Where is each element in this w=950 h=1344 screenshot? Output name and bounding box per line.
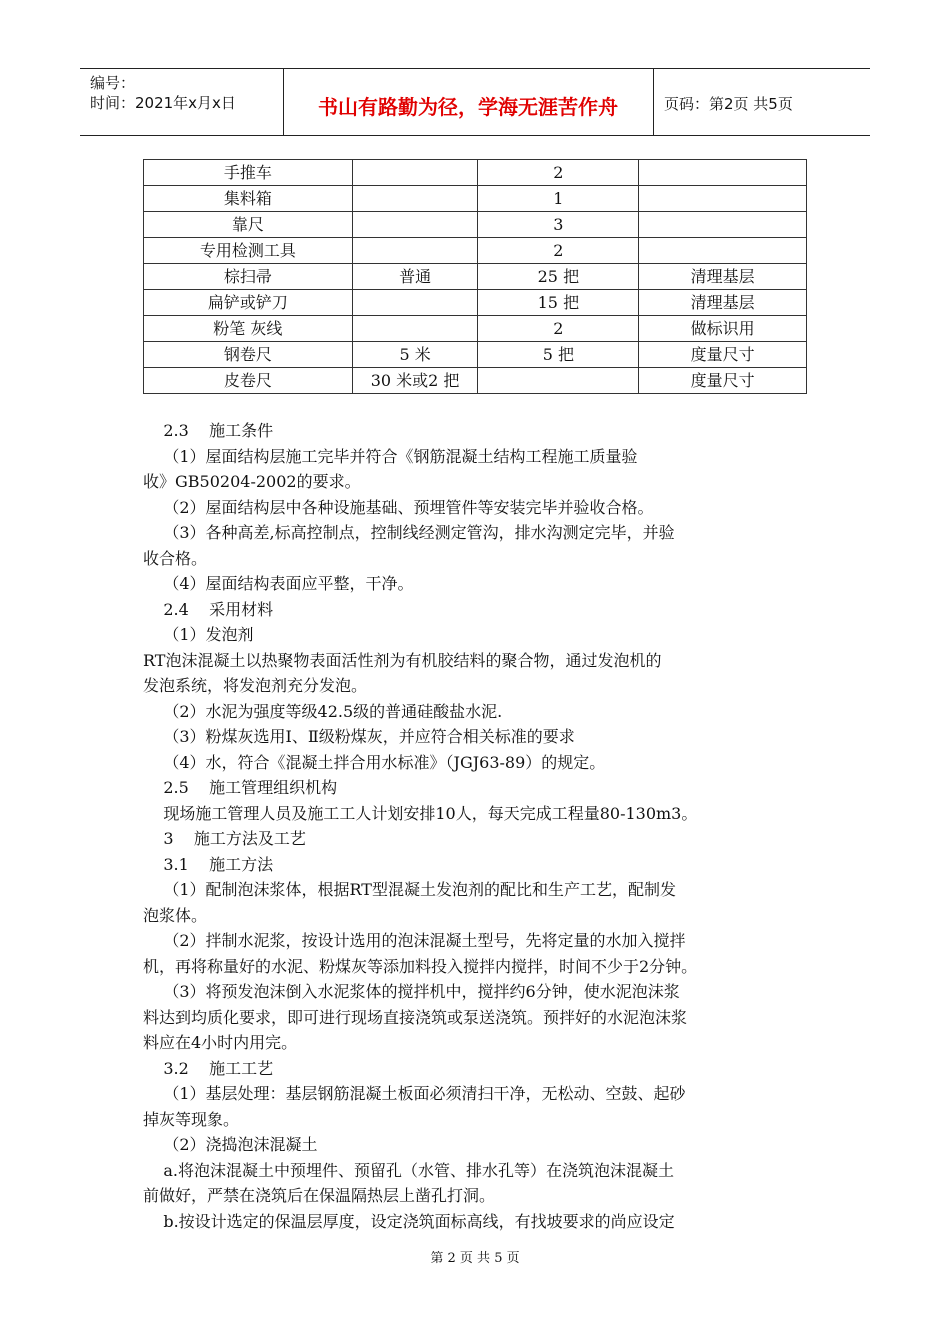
- table-cell: 专用检测工具: [144, 238, 353, 264]
- table-cell: 皮卷尺: [144, 368, 353, 394]
- table-cell: 2: [478, 160, 639, 186]
- table-cell: 2: [478, 316, 639, 342]
- body-line: 机，再将称量好的水泥、粉煤灰等添加料投入搅拌内搅拌，时间不少于2分钟。: [143, 956, 698, 976]
- table-cell: [478, 368, 639, 394]
- table-row: [144, 316, 807, 342]
- table-row: [144, 238, 807, 264]
- body-line: （4）屋面结构表面应平整，干净。: [143, 574, 414, 593]
- table-row: [144, 212, 807, 238]
- table-cell: 做标识用: [639, 316, 807, 342]
- body-line: 收合格。: [143, 548, 208, 568]
- table-cell: [352, 238, 478, 264]
- table-cell: [352, 316, 478, 342]
- body-line: （1）发泡剂: [143, 625, 254, 644]
- body-line: （3）粉煤灰选用Ⅰ、Ⅱ级粉煤灰，并应符合相关标准的要求: [143, 727, 575, 746]
- document-number-label: 编号：: [90, 74, 136, 92]
- body-line: 掉灰等现象。: [143, 1109, 240, 1129]
- table-cell: [352, 186, 478, 212]
- table-cell: 度量尺寸: [639, 342, 807, 368]
- body-line: （3）各种高差,标高控制点，控制线经测定管沟，排水沟测定完毕，并验: [143, 523, 675, 542]
- body-line: a.将泡沫混凝土中预埋件、预留孔（水管、排水孔等）在浇筑泡沫混凝土: [143, 1160, 674, 1180]
- table-cell: 清理基层: [639, 264, 807, 290]
- table-cell: [352, 212, 478, 238]
- body-line: 3.2 施工工艺: [143, 1058, 274, 1078]
- table-row: [144, 368, 807, 394]
- table-row: [144, 264, 807, 290]
- table-cell: 手推车: [144, 160, 353, 186]
- body-line: （1）基层处理：基层钢筋混凝土板面必须清扫干净，无松动、空鼓、起砂: [143, 1084, 686, 1103]
- table-cell: 25 把: [478, 264, 639, 290]
- body-line: 前做好，严禁在浇筑后在保温隔热层上凿孔打洞。: [143, 1186, 496, 1205]
- body-line: （2）水泥为强度等级42.5级的普通硅酸盐水泥.: [143, 701, 503, 721]
- tools-table: [143, 159, 807, 394]
- table-cell: [352, 290, 478, 316]
- table-cell: 30 米或2 把: [352, 368, 478, 394]
- header-info: [90, 73, 236, 113]
- table-cell: [352, 160, 478, 186]
- body-line: （3）将预发泡沫倒入水泥浆体的搅拌机中，搅拌约6分钟，使水泥泡沫浆: [143, 982, 680, 1001]
- table-cell: 棕扫帚: [144, 264, 353, 290]
- table-row: [144, 160, 807, 186]
- body-line: 泡浆体。: [143, 905, 208, 925]
- table-cell: 3: [478, 212, 639, 238]
- table-cell: 粉笔 灰线: [144, 316, 353, 342]
- body-line: （2）拌制水泥浆，按设计选用的泡沫混凝土型号，先将定量的水加入搅拌: [143, 931, 686, 950]
- table-cell: 1: [478, 186, 639, 212]
- table-row: [144, 342, 807, 368]
- header-motto: 书山有路勤为径，学海无涯苦作舟: [318, 95, 618, 119]
- header-divider: [653, 69, 654, 135]
- body-line: RT泡沫混凝土以热聚物表面活性剂为有机胶结料的聚合物，通过发泡机的: [143, 650, 662, 670]
- table-cell: [639, 160, 807, 186]
- table-cell: 集料箱: [144, 186, 353, 212]
- table-cell: 5 把: [478, 342, 639, 368]
- body-line: 发泡系统，将发泡剂充分发泡。: [143, 676, 368, 695]
- table-cell: 靠尺: [144, 212, 353, 238]
- table-cell: 清理基层: [639, 290, 807, 316]
- header-page-number: 页码：第2页 共5页: [664, 95, 793, 113]
- table-cell: 钢卷尺: [144, 342, 353, 368]
- body-line: （2）浇捣泡沫混凝土: [143, 1135, 318, 1154]
- body-line: （1）屋面结构层施工完毕并符合《钢筋混凝土结构工程施工质量验: [143, 446, 638, 466]
- table-cell: 普通: [352, 264, 478, 290]
- table-cell: 5 米: [352, 342, 478, 368]
- table-cell: 扁铲或铲刀: [144, 290, 353, 316]
- table-cell: 15 把: [478, 290, 639, 316]
- table-cell: [639, 238, 807, 264]
- table-cell: 度量尺寸: [639, 368, 807, 394]
- body-line: 料应在4小时内用完。: [143, 1033, 298, 1052]
- body-line: （2）屋面结构层中各种设施基础、预埋管件等安装完毕并验收合格。: [143, 497, 654, 517]
- table-cell: [639, 186, 807, 212]
- tools-table-body: [144, 160, 807, 394]
- body-line: （1）配制泡沫浆体，根据RT型混凝土发泡剂的配比和生产工艺，配制发: [143, 880, 676, 899]
- table-cell: [639, 212, 807, 238]
- body-line: 3.1 施工方法: [143, 854, 274, 874]
- body-line: 2.5 施工管理组织机构: [143, 778, 338, 797]
- body-line: 3 施工方法及工艺: [143, 829, 306, 848]
- table-row: [144, 290, 807, 316]
- page-footer: 第 2 页 共 5 页: [430, 1251, 520, 1266]
- document-body: [143, 418, 808, 1234]
- body-line: 2.4 采用材料: [143, 599, 274, 619]
- body-line: b.按设计选定的保温层厚度，设定浇筑面标高线，有找坡要求的尚应设定: [143, 1211, 675, 1231]
- body-line: （4）水，符合《混凝土拌合用水标准》（JGJ63-89）的规定。: [143, 752, 606, 772]
- document-time-label: 时间：2021年x月x日: [90, 94, 236, 112]
- body-line: 2.3 施工条件: [143, 421, 274, 440]
- body-line: 现场施工管理人员及施工工人计划安排10人，每天完成工程量80-130m3。: [143, 803, 698, 823]
- body-line: 收》GB50204-2002的要求。: [143, 472, 361, 491]
- table-row: [144, 186, 807, 212]
- page-header: [80, 68, 870, 136]
- body-line: 料达到均质化要求，即可进行现场直接浇筑或泵送浇筑。预拌好的水泥泡沫浆: [143, 1007, 688, 1027]
- table-cell: 2: [478, 238, 639, 264]
